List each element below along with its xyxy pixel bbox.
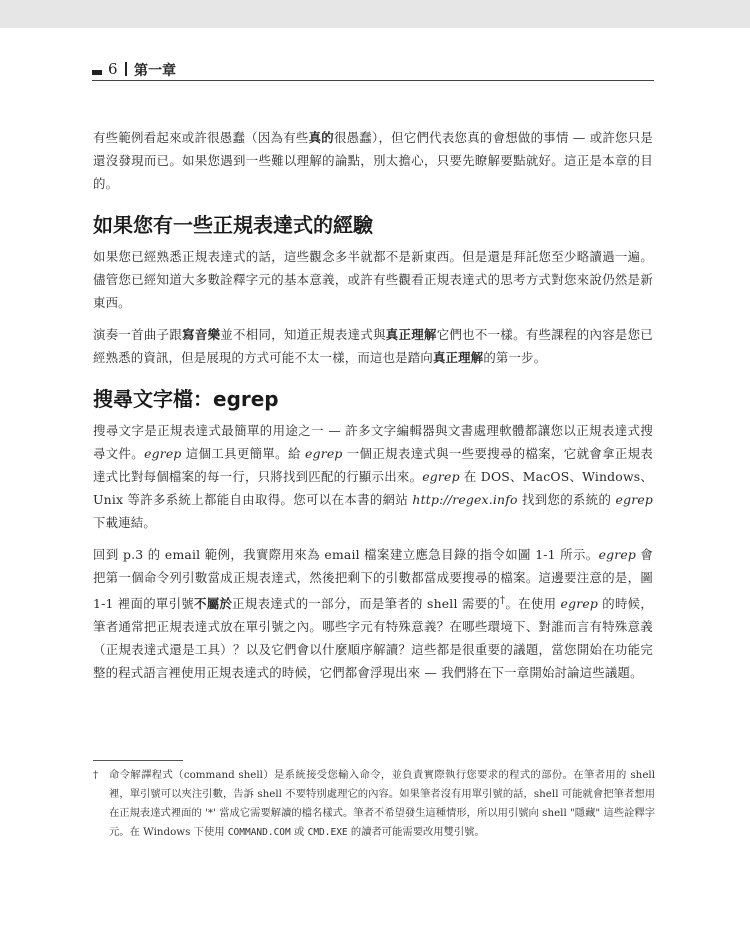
chapter-title: 第一章 bbox=[134, 63, 176, 79]
paragraph: 搜尋文字是正規表達式最簡單的用途之一 — 許多文字編輯器與文書處理軟體都讓您以正規表達式搜尋文件。egrep 這個工具更簡單。給 egrep 一個正規表達式與一些要搜尋的檔案，它就會拿正規表達式比對每個檔案的每一行，只將找到匹配的行顯示出來。egrep 在 DOS、MacOS、Windows、Unix 等許多系統上都能自由取得。您可以在本書的網站 http://regex.info 找到您的系統的 egrep 下載連結。 bbox=[93, 423, 654, 530]
footnote bbox=[93, 766, 655, 842]
header-marker bbox=[92, 70, 102, 75]
emphasis-text: 真的 bbox=[308, 130, 334, 145]
footnote-ref[interactable]: † bbox=[499, 594, 506, 606]
page-number: 6 bbox=[108, 60, 118, 78]
header-divider bbox=[125, 62, 127, 76]
footnote-text: 命令解譯程式（command shell）是系統接受您輸入命令，並負責實際執行您要求的程式的部份。在筆者用的 shell 裡，單引號可以夾注引數，告訴 shell 不要特別處理它的內容。如果筆者沒有用單引號的話，shell 可能就會把筆者想用在正規表達式裡面的 '*' 當成它需要解讀的檔名樣式。筆者不希望發生這種情形，所以用引號向 shell "隱藏" 這些詮釋字元。在 Windows 下使用 COMMAND.COM 或 CMD.EXE 的讀者可能需要改用雙引號。 bbox=[109, 769, 655, 838]
footnote-marker: † bbox=[93, 769, 99, 781]
section-heading-experience: 如果您有一些正規表達式的經驗 bbox=[93, 213, 373, 237]
header-rule bbox=[92, 80, 654, 81]
page-body bbox=[93, 126, 653, 693]
paragraph: 演奏一首曲子跟寫音樂並不相同，知道正規表達式與真正理解它們也不一樣。有些課程的內容是您已經熟悉的資訊，但是展現的方式可能不太一樣，而這也是踏向真正理解的第一步。 bbox=[93, 327, 653, 365]
section-heading-egrep: 搜尋文字檔：egrep bbox=[93, 387, 279, 411]
footnote-rule bbox=[93, 760, 183, 761]
paragraph: 如果您已經熟悉正規表達式的話，這些觀念多半就都不是新東西。但是還是拜託您至少略讀過一遍。儘管您已經知道大多數詮釋字元的基本意義，或許有些觀看正規表達式的思考方式對您來說仍然是新東西。 bbox=[93, 249, 653, 310]
page-header bbox=[92, 58, 654, 84]
intro-paragraph: 有些範例看起來或許很愚蠢（因為有些真的很愚蠢），但它們代表您真的會想做的事情 — 或許您只是還沒發現而已。如果您遇到一些難以理解的論點，別太擔心，只要先瞭解要點就好。這正是本章的目的。 bbox=[93, 130, 654, 191]
website-link[interactable]: http://regex.info bbox=[412, 492, 518, 507]
paragraph: 回到 p.3 的 email 範例，我實際用來為 email 檔案建立應急目錄的指令如圖 1-1 所示。egrep 會把第一個命令列引數當成正規表達式，然後把剩下的引數都當成要搜尋的檔案。這邊要注意的是，圖 1-1 裡面的單引號不屬於正規表達式的一部分，而是筆者的 shell 需要的†。在使用 egrep 的時候，筆者通常把正規表達式放在單引號之內。哪些字元有特殊意義？在哪些環境下、對誰而言有特殊意義（正規表達式還是工具）？以及它們會以什麼順序解讀？這些都是很重要的議題，當您開始在功能完整的程式語言裡使用正規表達式的時候，它們都會浮現出來 — 我們將在下一章開始討論這些議題。 bbox=[93, 547, 654, 681]
top-gray-band bbox=[0, 0, 750, 28]
